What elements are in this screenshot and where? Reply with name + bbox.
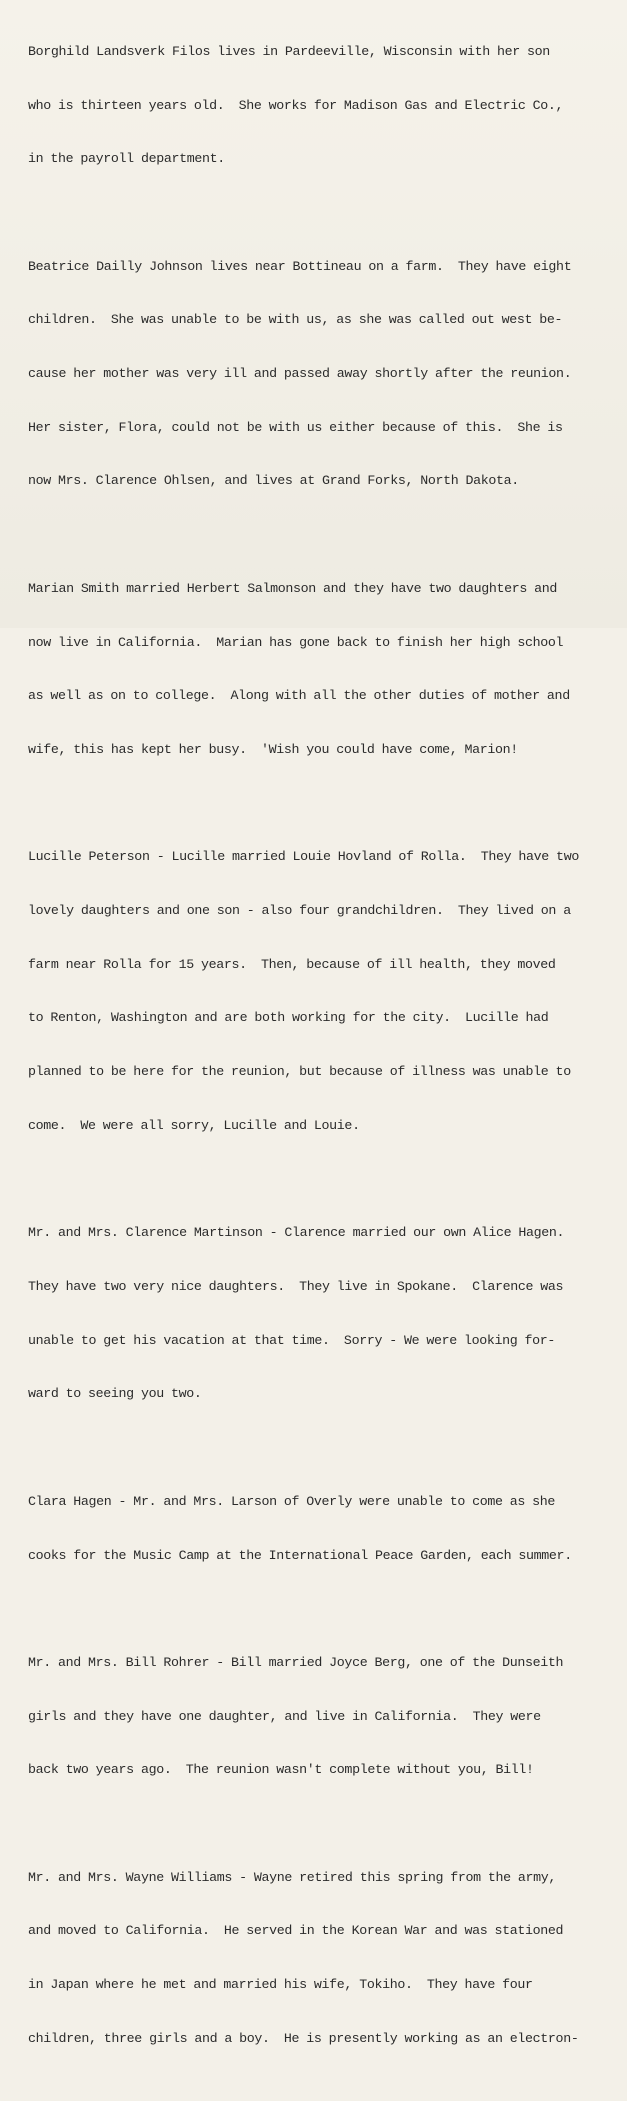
text-line: They have two very nice daughters. They live in Spokane. Clarence was — [28, 1278, 564, 1294]
text-line: cooks for the Music Camp at the International Peace Garden, each summer. — [28, 1547, 572, 1563]
text-line: farm near Rolla for 15 years. Then, because of ill health, they moved — [28, 956, 556, 972]
text-line: in Japan where he met and married his wife, Tokiho. They have four — [28, 1977, 533, 1993]
text-line: children, three girls and a boy. He is presently working as an electron- — [28, 2030, 579, 2046]
text-line: lovely daughters and one son - also four grandchildren. They lived on a — [28, 903, 571, 919]
typed-document — [28, 7, 624, 2101]
text-line: Clara Hagen - Mr. and Mrs. Larson of Overly were unable to come as she — [28, 1493, 556, 1509]
text-line: planned to be here for the reunion, but because of illness was unable to — [28, 1064, 571, 1080]
text-line: ward to seeing you two. — [28, 1386, 202, 1402]
text-line: to Renton, Washington and are both working for the city. Lucille had — [28, 1010, 549, 1026]
text-line: Mr. and Mrs. Clarence Martinson - Clarence married our own Alice Hagen. — [28, 1225, 565, 1241]
text-line: cause her mother was very ill and passed away shortly after the reunion. — [28, 366, 572, 382]
text-line: Borghild Landsverk Filos lives in Pardeeville, Wisconsin with her son — [28, 43, 550, 59]
text-line: who is thirteen years old. She works for Madison Gas and Electric Co., — [28, 97, 564, 113]
paragraph-peterson — [28, 813, 624, 1171]
text-line: Lucille Peterson - Lucille married Louie Hovland of Rolla. They have two — [28, 849, 579, 865]
text-line: back two years ago. The reunion wasn't complete without you, Bill! — [28, 1762, 534, 1778]
text-line: as well as on to college. Along with all the other duties of mother and — [28, 688, 570, 704]
paragraph-filos — [28, 7, 624, 204]
text-line: Mr. and Mrs. Wayne Williams - Wayne retired this spring from the army, — [28, 1869, 557, 1885]
paragraph-johnson — [28, 222, 624, 526]
text-line: Her sister, Flora, could not be with us either because of this. She is — [28, 419, 563, 435]
paragraph-hagen — [28, 1457, 624, 1600]
text-line: Marian Smith married Herbert Salmonson and they have two daughters and — [28, 580, 558, 596]
paragraph-rohrer — [28, 1618, 624, 1815]
paragraph-salmonson — [28, 544, 624, 795]
text-line: Beatrice Dailly Johnson lives near Bottineau on a farm. They have eight — [28, 258, 572, 274]
text-line: girls and they have one daughter, and live in California. They were — [28, 1708, 541, 1724]
text-line: come. We were all sorry, Lucille and Louie. — [28, 1117, 360, 1133]
text-line: Mr. and Mrs. Bill Rohrer - Bill married Joyce Berg, one of the Dunseith — [28, 1654, 564, 1670]
text-line: children. She was unable to be with us, as she was called out west be- — [28, 312, 563, 328]
paragraph-williams — [28, 1833, 624, 2084]
text-line: and moved to California. He served in the Korean War and was stationed — [28, 1923, 564, 1939]
text-line: now Mrs. Clarence Ohlsen, and lives at Grand Forks, North Dakota. — [28, 473, 519, 489]
text-line: wife, this has kept her busy. 'Wish you could have come, Marion! — [28, 741, 518, 757]
text-line: in the payroll department. — [28, 151, 225, 167]
paragraph-martinson — [28, 1188, 624, 1439]
text-line: unable to get his vacation at that time. Sorry - We were looking for- — [28, 1332, 556, 1348]
text-line: now live in California. Marian has gone back to finish her high school — [28, 634, 564, 650]
